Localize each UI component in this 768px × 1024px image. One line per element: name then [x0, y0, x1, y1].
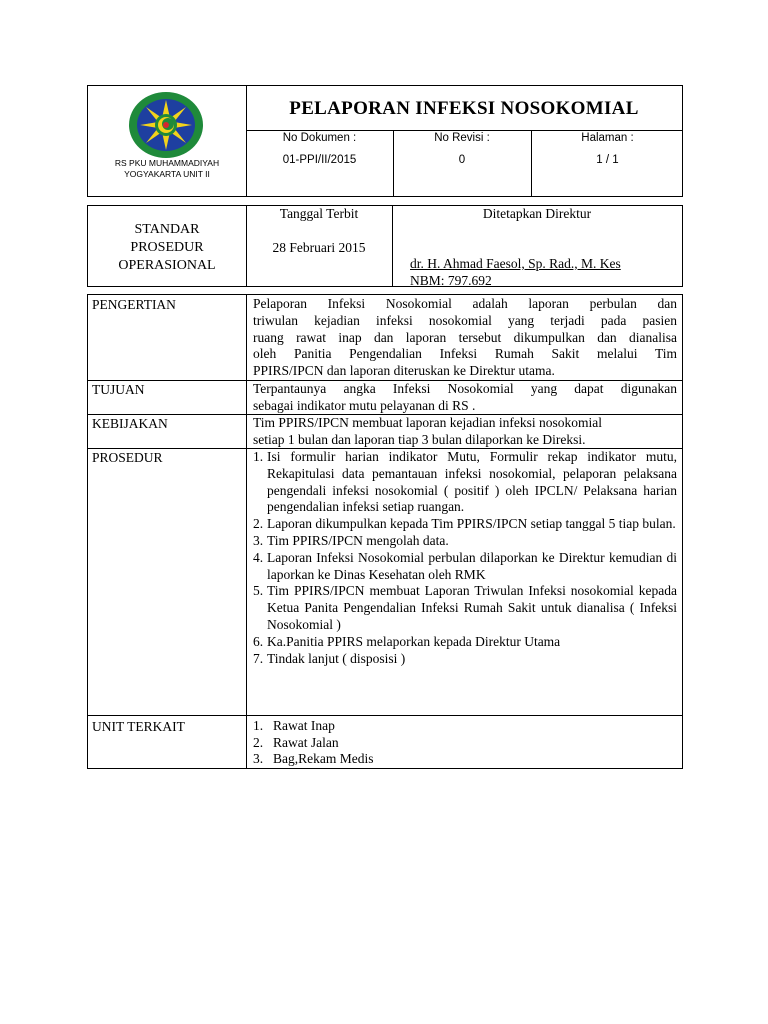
- kebijakan-text: Tim PPIRS/IPCN membuat laporan kejadian infeksi nosokomial setiap 1 bulan dan laporan tiap 3 bulan dilaporkan ke Direksi.: [253, 415, 602, 447]
- document-header: [87, 85, 683, 197]
- list-item: 5. Tim PPIRS/IPCN membuat Laporan Triwulan Infeksi nosokomial kepada Ketua Panita Pengendalian Infeksi Rumah Sakit untuk dianalisa ( Infeksi Nosokomial ): [253, 583, 677, 632]
- muhammadiyah-logo-icon: [128, 91, 204, 159]
- tanggal-terbit-label: Tanggal Terbit: [279, 206, 359, 221]
- list-item: 1. Isi formulir harian indikator Mutu, Formulir rekap indikator mutu, Rekapitulasi data pemantauan infeksi nosokomial, pelaporan pelaksana pengendali infeksi nosokomial ( positif ) oleh IPCLN/ Pelaksana harian pengendalian infeksi setiap ruangan.: [253, 449, 677, 515]
- list-item: 3. Bag,Rekam Medis: [253, 751, 374, 766]
- unit-terkait-text: [253, 718, 677, 768]
- hospital-name-line1: RS PKU MUHAMMADIYAH: [114, 158, 220, 168]
- pengertian-text: Pelaporan Infeksi Nosokomial adalah laporan perbulan dan triwulan kejadian infeksi nosokomial yang terjadi pada pasien ruang rawat inap dan laporan tersebut dikumpulkan dan dianalisa oleh Panitia Pengendalian Infeksi Rumah Sakit melalui Tim PPIRS/IPCN dan laporan diteruskan ke Direktur utama.: [253, 296, 677, 379]
- list-item: 4. Laporan Infeksi Nosokomial perbulan dilaporkan ke Direktur kemudian di laporkan ke Dinas Kesehatan oleh RMK: [253, 549, 677, 582]
- list-item: 1. Rawat Inap: [253, 718, 335, 733]
- list-item: 2. Laporan dikumpulkan kepada Tim PPIRS/IPCN setiap tanggal 5 tiap bulan.: [253, 516, 676, 532]
- prosedur-text: [253, 449, 677, 667]
- list-item: 6. Ka.Panitia PPIRS melaporkan kepada Direktur Utama: [253, 633, 561, 649]
- no-dokumen-label: No Dokumen :: [282, 132, 357, 144]
- director-nbm: NBM: 797.692: [410, 273, 492, 288]
- list-item: 2. Rawat Jalan: [253, 734, 339, 750]
- unit-terkait-label: UNIT TERKAIT: [92, 719, 185, 734]
- procedure-table: [87, 294, 683, 769]
- document-title: PELAPORAN INFEKSI NOSOKOMIAL: [289, 98, 639, 119]
- halaman-label: Halaman :: [581, 132, 634, 144]
- no-dokumen-value: 01-PPI/II/2015: [282, 154, 357, 166]
- ditetapkan-label: Ditetapkan Direktur: [482, 206, 592, 221]
- director-name: dr. H. Ahmad Faesol, Sp. Rad., M. Kes: [410, 256, 621, 271]
- list-item: 7. Tindak lanjut ( disposisi ): [253, 650, 406, 666]
- hospital-name-line2: YOGYAKARTA UNIT II: [124, 169, 210, 179]
- tujuan-text: Terpantaunya angka Infeksi Nosokomial yang dapat digunakan sebagai indikator mutu pelayanan di RS .: [253, 381, 677, 413]
- tanggal-terbit-value: 28 Februari 2015: [272, 240, 366, 255]
- prosedur-label: PROSEDUR: [92, 450, 163, 465]
- no-revisi-value: 0: [458, 154, 466, 166]
- no-revisi-label: No Revisi :: [434, 132, 490, 144]
- sop-block: [87, 205, 683, 287]
- halaman-value: 1 / 1: [596, 154, 619, 166]
- list-item: 3. Tim PPIRS/IPCN mengolah data.: [253, 532, 449, 548]
- pengertian-label: PENGERTIAN: [92, 297, 176, 312]
- tujuan-label: TUJUAN: [92, 382, 145, 397]
- sop-label: STANDAR PROSEDUR OPERASIONAL: [118, 222, 216, 273]
- kebijakan-label: KEBIJAKAN: [92, 416, 168, 431]
